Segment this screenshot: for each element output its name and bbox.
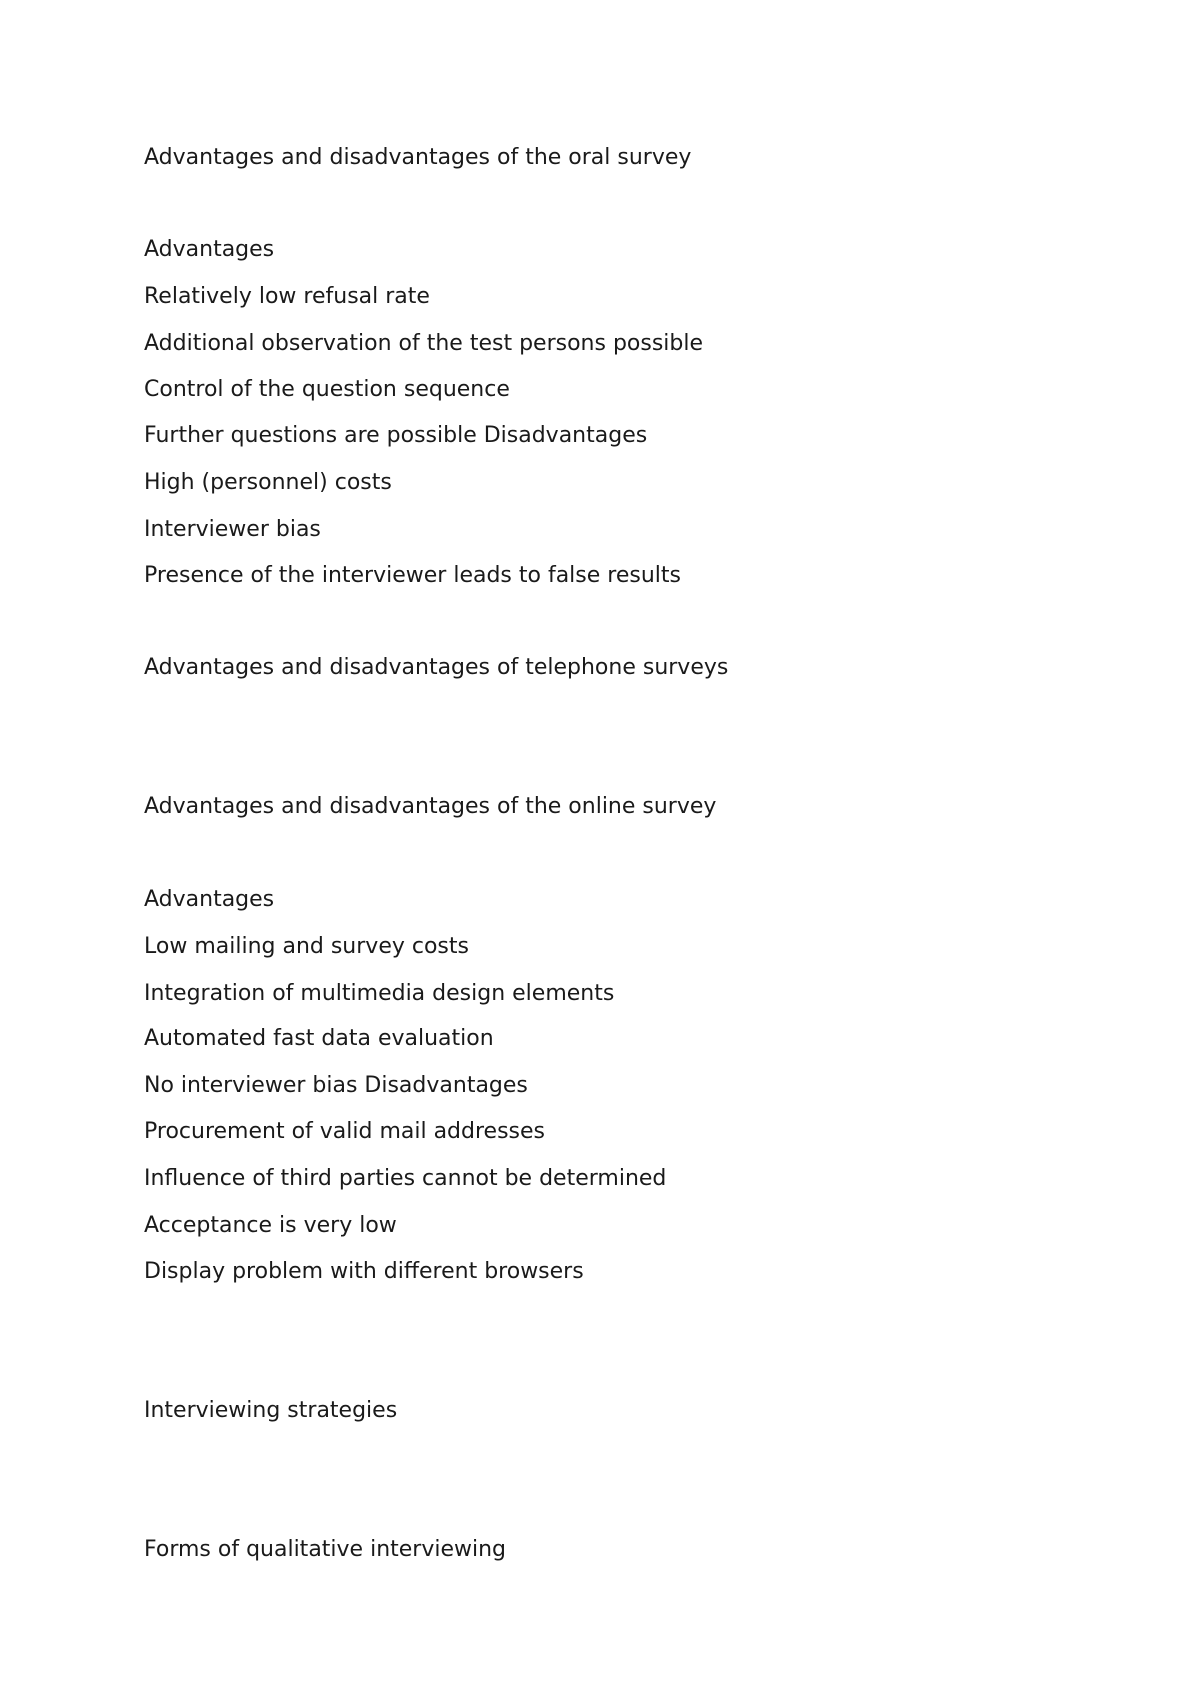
list-item: Low mailing and survey costs (144, 934, 469, 959)
section-heading-online-survey: Advantages and disadvantages of the online survey (144, 794, 717, 819)
list-item: Relatively low refusal rate (144, 284, 430, 309)
section-heading-oral-survey: Advantages and disadvantages of the oral survey (144, 145, 692, 170)
list-item: Influence of third parties cannot be determined (144, 1166, 667, 1191)
list-item: High (personnel) costs (144, 470, 392, 495)
list-item: Display problem with different browsers (144, 1259, 584, 1284)
list-item: Control of the question sequence (144, 377, 510, 402)
list-item: Additional observation of the test persons possible (144, 331, 704, 356)
list-item: Presence of the interviewer leads to false results (144, 563, 681, 588)
list-item: Acceptance is very low (144, 1213, 397, 1238)
advantages-label: Advantages (144, 887, 275, 912)
section-heading-telephone-surveys: Advantages and disadvantages of telephone surveys (144, 655, 729, 680)
list-item: Automated fast data evaluation (144, 1026, 494, 1051)
list-item: No interviewer bias Disadvantages (144, 1073, 528, 1098)
list-item: Procurement of valid mail addresses (144, 1119, 546, 1144)
section-heading-qualitative-interviewing: Forms of qualitative interviewing (144, 1537, 507, 1562)
advantages-label: Advantages (144, 237, 275, 262)
list-item: Interviewer bias (144, 517, 321, 542)
section-heading-interviewing-strategies: Interviewing strategies (144, 1398, 398, 1423)
list-item: Further questions are possible Disadvantages (144, 423, 648, 448)
list-item: Integration of multimedia design elements (144, 981, 615, 1006)
